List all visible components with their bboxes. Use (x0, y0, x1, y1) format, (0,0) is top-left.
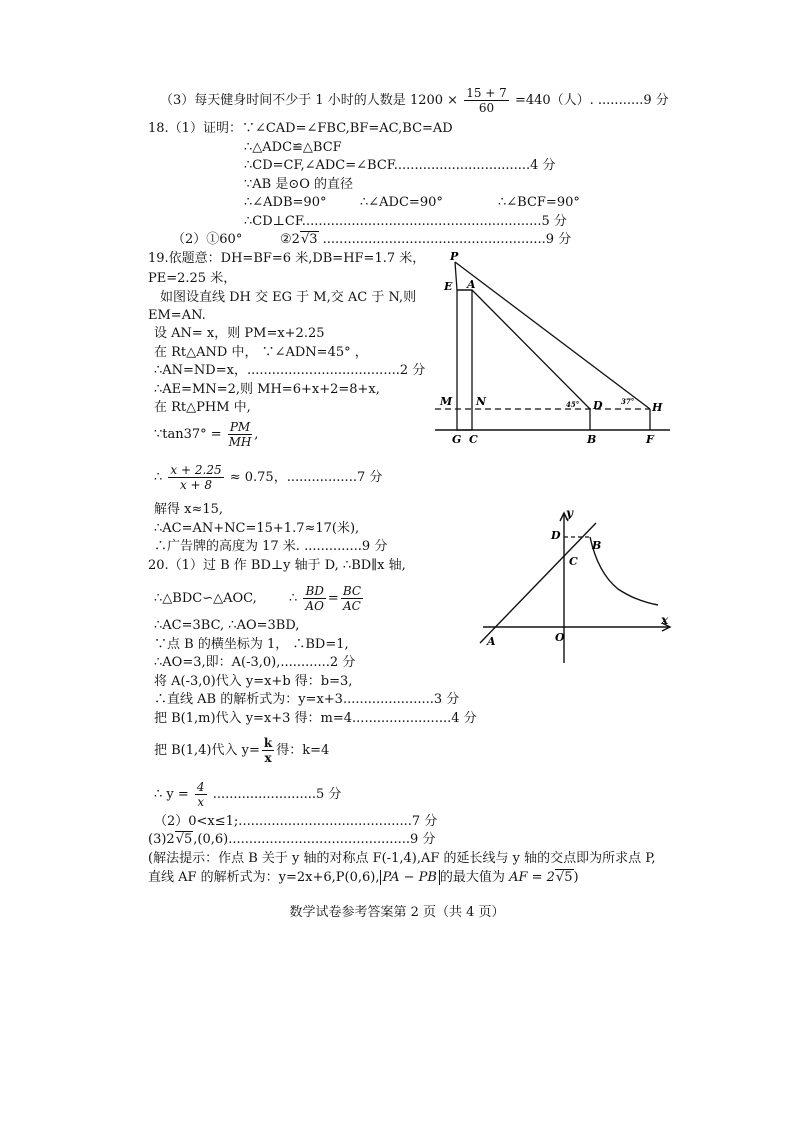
q18-line-4: ∵AB 是⊙O 的直径 (244, 177, 354, 192)
q18-line-5a: ∴∠ADB=90° (244, 195, 327, 210)
label-d: D (551, 529, 561, 542)
fraction: $\frac{k}{x}$ (263, 736, 273, 765)
fraction: $\frac{BC}{AC}$ (342, 584, 362, 613)
fraction: $\frac{BD}{AO}$ (305, 584, 324, 613)
q18-line-5b: ∴∠ADC=90° (360, 195, 443, 210)
label-h: H (652, 401, 663, 414)
q20-line-6: 将 A(-3,0)代入 y=x+b 得：b=3, (154, 674, 353, 689)
q17-part3-line: （3）每天健身时间不少于 1 小时的人数是 1200 × $\frac{15 + 7}{60}$ =440（人）. ...........9 分 (160, 86, 669, 115)
q18-line-7a: （2）①60° (172, 232, 243, 247)
q19-line-11: ∴ $\frac{x + 2.25}{x + 8}$ ≈ 0.75，.................7 分 (154, 463, 383, 492)
q20-line-1: 20.（1）过 B 作 BD⊥y 轴于 D, ∴BD∥x 轴, (148, 558, 406, 573)
label-b: B (592, 539, 602, 552)
label-a: A (487, 635, 496, 648)
q19-line-4: EM=AN. (148, 308, 206, 323)
q20-line-14: 直线 AF 的解析式为：y=2x+6,P(0,6), PA − PB 的最大值为 AF = 2√5) (148, 870, 579, 885)
q20-line-9: 把 B(1,4)代入 y= $\frac{k}{x}$ 得：k=4 (154, 736, 330, 765)
q20-line-10: ∴ y = $\frac{4}{x}$ .........................5 分 (154, 780, 342, 809)
q18-line-5c: ∴∠BCF=90° (498, 195, 580, 210)
label-f: F (646, 433, 654, 446)
q20-figure (478, 503, 678, 668)
fraction: $\frac{x + 2.25}{x + 8}$ (170, 463, 222, 492)
q19-line-10: ∵tan37° = $\frac{PM}{MH}$ , (154, 420, 259, 449)
line-pe (455, 262, 457, 290)
label-b: B (587, 433, 597, 446)
q20-line-2: ∴△BDC∽△AOC, ∴ $\frac{BD}{AO}$ = $\frac{BC}{AC}$ (154, 584, 362, 613)
q20-line-7: ∴直线 AB 的解析式为：y=x+3......................3 分 (154, 692, 460, 707)
label-e: E (444, 280, 453, 293)
q18-line-7b: ②2√3 ......................................................9 分 (280, 232, 572, 247)
label-m: M (440, 395, 453, 408)
q19-line-5: 设 AN= x，则 PM=x+2.25 (154, 326, 325, 341)
label-a: A (467, 278, 476, 291)
fraction: $\frac{4}{x}$ (196, 780, 205, 809)
q19-line-7: ∴AN=ND=x，.....................................2 分 (154, 363, 426, 378)
q19-line-9: 在 Rt△PHM 中, (154, 400, 251, 415)
q19-line-2: PE=2.25 米， (148, 271, 237, 286)
line-ad (472, 290, 590, 409)
q20-line-3: ∴AC=3BC, ∴AO=3BD, (154, 618, 300, 633)
line-ab (480, 523, 596, 643)
label-45: 45° (566, 400, 580, 409)
q19-line-1: 19.依题意：DH=BF=6 米,DB=HF=1.7 米， (148, 251, 426, 266)
q20-line-4: ∵点 B 的横坐标为 1， ∴BD=1, (154, 637, 349, 652)
q19-line-13: ∴AC=AN+NC=15+1.7≈17(米), (154, 521, 360, 536)
label-y: y (566, 506, 573, 520)
q19-line-12: 解得 x≈15, (154, 502, 224, 517)
label-o: O (555, 631, 565, 644)
label-c: C (569, 555, 578, 568)
label-p: P (450, 250, 459, 263)
label-g: G (452, 433, 462, 446)
q18-line-2: ∴△ADC≌△BCF (244, 140, 342, 155)
sqrt-symbol: √3 (300, 232, 318, 247)
q18-line-3: ∴CD=CF,∠ADC=∠BCF.................................4 分 (244, 158, 556, 173)
q19-line-14: ∴广告牌的高度为 17 米. ..............9 分 (154, 539, 388, 554)
fraction: $\frac{PM}{MH}$ (228, 420, 252, 449)
label-n: N (476, 395, 487, 408)
label-d: D (593, 399, 603, 412)
label-37: 37° (621, 397, 635, 406)
line-ph (455, 262, 650, 409)
q20-line-11: （2）0<x≤1;..........................................7 分 (154, 814, 438, 829)
label-c: C (469, 433, 478, 446)
page-footer: 数学试卷参考答案第 2 页（共 4 页） (289, 905, 505, 920)
q19-line-8: ∴AE=MN=2,则 MH=6+x+2=8+x, (154, 382, 380, 397)
q20-line-12: (3)2√5,(0,6)............................................9 分 (148, 832, 436, 847)
label-x: x (661, 613, 669, 627)
q18-line-1: 18.（1）证明：∵∠CAD=∠FBC,BF=AC,BC=AD (148, 121, 453, 136)
q18-line-6: ∴CD⊥CF..........................................................5 分 (244, 214, 567, 229)
q20-line-5: ∴AO=3,即：A(-3,0),............2 分 (154, 655, 356, 670)
sqrt-symbol: √5 (555, 870, 573, 885)
q20-line-8: 把 B(1,m)代入 y=x+3 得：m=4........................4 分 (154, 711, 477, 726)
q19-line-3: 如图设直线 DH 交 EG 于 M,交 AC 于 N,则 (160, 290, 417, 305)
sqrt-symbol: √5 (175, 832, 193, 847)
fraction: $\frac{15 + 7}{60}$ (466, 86, 507, 115)
q19-figure (430, 248, 680, 448)
q19-line-6: 在 Rt△AND 中， ∵∠ADN=45° ， (154, 345, 368, 360)
q20-line-13: (解法提示：作点 B 关于 y 轴的对称点 F(-1,4),AF 的延长线与 y 轴的交点即为所求点 P, (148, 851, 656, 866)
